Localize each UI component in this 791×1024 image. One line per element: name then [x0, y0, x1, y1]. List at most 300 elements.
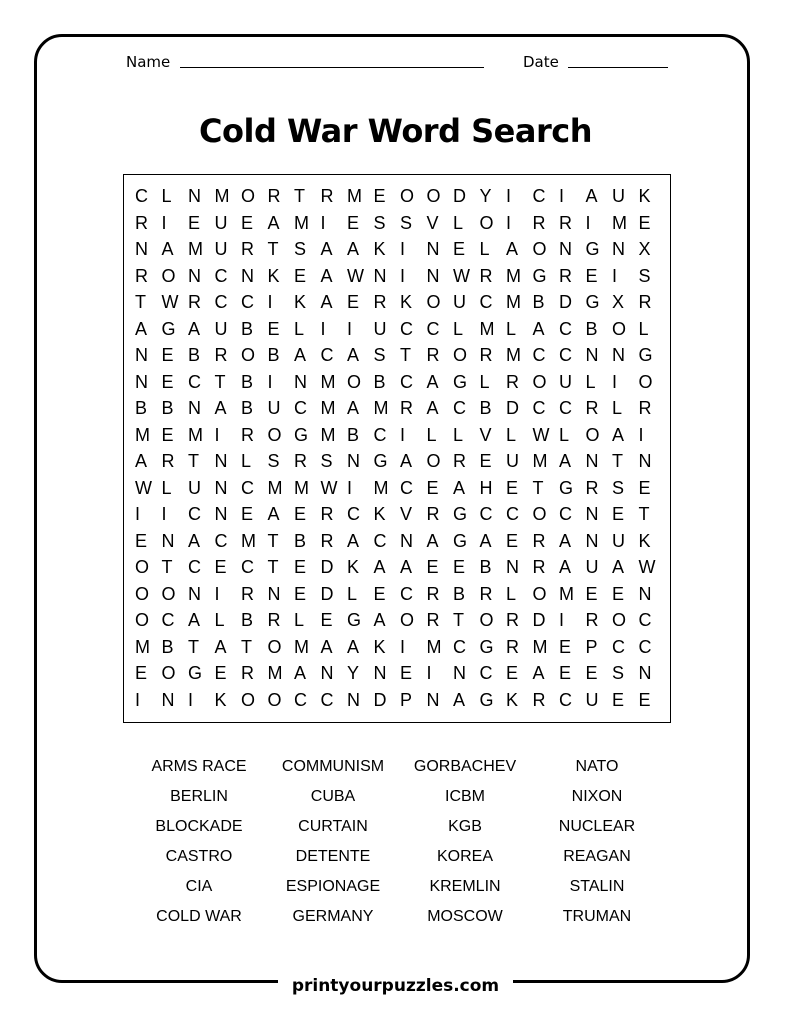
grid-letter: M — [294, 477, 309, 498]
grid-letter: G — [585, 292, 600, 312]
grid-letter: O — [453, 345, 468, 365]
grid-letter: M — [373, 477, 389, 498]
grid-letter: R — [559, 265, 572, 286]
grid-letter: A — [135, 451, 148, 471]
grid-letter: N — [612, 345, 625, 365]
grid-letter: U — [453, 292, 466, 312]
grid-letter: O — [479, 212, 494, 233]
grid-letter: O — [532, 504, 547, 524]
grid-letter: E — [612, 689, 625, 710]
name-label: Name — [126, 53, 171, 71]
grid-letter: C — [400, 477, 413, 498]
grid-letter: U — [506, 451, 519, 471]
grid-letter: C — [188, 504, 201, 524]
grid-letter: I — [638, 424, 644, 445]
grid-letter: A — [585, 186, 598, 206]
grid-letter: W — [135, 477, 152, 498]
grid-letter: E — [506, 530, 519, 551]
grid-letter: L — [612, 398, 623, 418]
grid-letter: O — [241, 345, 256, 365]
grid-letter: M — [188, 239, 203, 259]
grid-letter: B — [188, 345, 201, 365]
grid-letter: O — [347, 371, 362, 392]
grid-letter: C — [294, 398, 307, 418]
grid-letter: P — [400, 689, 413, 710]
grid-letter: A — [373, 610, 386, 630]
grid-letter: H — [479, 477, 493, 498]
grid-letter: R — [506, 371, 519, 392]
grid-letter: C — [373, 530, 387, 551]
word-list-item: REAGAN — [563, 848, 631, 865]
grid-letter: U — [585, 689, 599, 710]
grid-letter: R — [241, 239, 254, 259]
grid-letter: D — [453, 186, 466, 206]
grid-letter: R — [426, 610, 440, 630]
grid-letter: B — [241, 318, 254, 339]
grid-letter: M — [532, 451, 548, 471]
grid-letter: O — [267, 636, 282, 657]
grid-letter: N — [426, 265, 440, 286]
grid-letter: O — [161, 265, 176, 286]
grid-letter: M — [135, 636, 150, 657]
grid-letter: T — [267, 239, 279, 259]
grid-letter: E — [214, 663, 227, 683]
grid-letter: L — [585, 371, 596, 392]
grid-letter: R — [426, 504, 440, 524]
word-list-item: TRUMAN — [562, 908, 632, 925]
grid-letter: K — [400, 292, 413, 312]
grid-letter: E — [612, 583, 625, 604]
grid-letter: D — [320, 557, 334, 577]
grid-letter: E — [188, 212, 201, 233]
grid-letter: O — [612, 318, 627, 339]
grid-letter: R — [532, 212, 546, 233]
grid-letter: M — [506, 292, 521, 312]
grid-letter: A — [479, 530, 492, 551]
grid-letter: I — [161, 212, 167, 233]
grid-letter: G — [294, 424, 309, 445]
grid-letter: C — [320, 345, 334, 365]
grid-letter: O — [612, 610, 627, 630]
word-list-item: ARMS RACE — [151, 758, 247, 775]
grid-letter: R — [506, 610, 519, 630]
grid-letter: D — [559, 292, 572, 312]
grid-letter: R — [373, 292, 387, 312]
grid-letter: G — [532, 265, 547, 286]
word-list-item: COLD WAR — [156, 908, 242, 925]
word-list-item: GORBACHEV — [413, 758, 517, 775]
word-list-item: KGB — [448, 818, 482, 835]
grid-letter: L — [347, 583, 358, 604]
date-label: Date — [523, 53, 559, 71]
word-list-item: NIXON — [571, 788, 623, 805]
grid-letter: W — [347, 265, 364, 286]
grid-letter: W — [638, 557, 656, 577]
grid-letter: R — [585, 477, 599, 498]
grid-letter: C — [400, 583, 413, 604]
grid-letter: E — [347, 212, 360, 233]
grid-letter: E — [214, 557, 227, 577]
grid-letter: A — [294, 345, 307, 365]
grid-letter: R — [532, 530, 546, 551]
grid-letter: K — [373, 636, 386, 657]
grid-letter: R — [453, 451, 466, 471]
grid-letter: C — [638, 610, 652, 630]
grid-letter: A — [294, 663, 307, 683]
grid-letter: A — [320, 239, 333, 259]
grid-letter: K — [267, 265, 280, 286]
grid-letter: N — [585, 530, 599, 551]
grid-letter: O — [135, 557, 150, 577]
grid-letter: N — [585, 504, 599, 524]
grid-letter: A — [267, 504, 280, 524]
grid-letter: L — [214, 610, 225, 630]
word-list-item: NUCLEAR — [558, 818, 636, 835]
grid-letter: C — [135, 186, 148, 206]
date-line — [568, 67, 668, 68]
grid-letter: G — [188, 663, 203, 683]
grid-letter: U — [214, 318, 228, 339]
grid-letter: R — [135, 265, 148, 286]
grid-letter: U — [214, 212, 228, 233]
word-list-item: NATO — [575, 758, 619, 775]
grid-letter: E — [638, 689, 651, 710]
grid-letter: C — [453, 636, 466, 657]
grid-letter: N — [135, 371, 148, 392]
grid-letter: R — [559, 212, 572, 233]
grid-letter: B — [267, 345, 280, 365]
grid-letter: R — [506, 636, 519, 657]
grid-letter: L — [294, 318, 305, 339]
grid-letter: N — [320, 663, 334, 683]
grid-letter: E — [453, 557, 466, 577]
grid-letter: N — [638, 583, 652, 604]
grid-letter: O — [241, 689, 256, 710]
grid-letter: A — [532, 318, 545, 339]
grid-letter: U — [188, 477, 201, 498]
grid-letter: E — [638, 477, 651, 498]
grid-letter: C — [188, 371, 201, 392]
grid-letter: I — [400, 424, 406, 445]
grid-letter: T — [400, 345, 411, 365]
grid-letter: O — [161, 663, 176, 683]
grid-letter: B — [479, 398, 492, 418]
grid-letter: S — [373, 212, 386, 233]
letter-grid — [135, 186, 665, 716]
word-list-item: CASTRO — [165, 848, 233, 865]
grid-letter: R — [400, 398, 413, 418]
grid-letter: O — [426, 186, 441, 206]
grid-letter: T — [135, 292, 146, 312]
grid-letter: B — [479, 557, 492, 577]
word-list-item: BLOCKADE — [155, 818, 243, 835]
grid-letter: E — [294, 265, 307, 286]
grid-letter: E — [241, 212, 254, 233]
grid-letter: O — [161, 583, 176, 604]
grid-letter: G — [373, 451, 388, 471]
grid-letter: R — [241, 424, 254, 445]
word-list-item: CIA — [185, 878, 213, 895]
grid-letter: O — [241, 186, 256, 206]
grid-letter: A — [453, 477, 466, 498]
grid-letter: D — [373, 689, 387, 710]
grid-letter: N — [585, 345, 599, 365]
grid-letter: G — [559, 477, 574, 498]
grid-letter: K — [373, 504, 386, 524]
word-list — [131, 758, 663, 938]
grid-letter: V — [479, 424, 492, 445]
grid-letter: M — [347, 186, 362, 206]
grid-letter: B — [294, 530, 307, 551]
grid-letter: O — [400, 610, 415, 630]
grid-letter: Y — [479, 186, 492, 206]
grid-letter: U — [373, 318, 387, 339]
grid-letter: R — [161, 451, 175, 471]
grid-letter: I — [400, 636, 406, 657]
grid-letter: A — [214, 636, 227, 657]
grid-letter: S — [373, 345, 386, 365]
grid-letter: N — [347, 689, 360, 710]
grid-letter: O — [426, 451, 441, 471]
grid-letter: M — [320, 424, 336, 445]
grid-letter: R — [294, 451, 307, 471]
grid-letter: N — [188, 265, 201, 286]
grid-letter: T — [267, 557, 279, 577]
grid-letter: G — [638, 345, 653, 365]
grid-letter: I — [612, 371, 618, 392]
grid-letter: K — [294, 292, 307, 312]
word-list-item: DETENTE — [295, 848, 371, 865]
grid-letter: C — [241, 292, 254, 312]
grid-letter: S — [267, 451, 280, 471]
grid-letter: E — [161, 424, 174, 445]
grid-letter: A — [532, 663, 545, 683]
grid-letter: R — [532, 557, 546, 577]
grid-letter: C — [161, 610, 175, 630]
grid-letter: T — [241, 636, 252, 657]
grid-letter: N — [559, 239, 572, 259]
word-list-item: GERMANY — [292, 908, 374, 925]
word-list-item: STALIN — [569, 878, 625, 895]
grid-letter: A — [612, 557, 625, 577]
grid-letter: E — [400, 663, 413, 683]
word-list-item: BERLIN — [170, 788, 228, 805]
grid-letter: L — [161, 477, 172, 498]
grid-letter: A — [214, 398, 227, 418]
grid-letter: R — [267, 610, 281, 630]
grid-letter: C — [638, 636, 652, 657]
grid-letter: O — [532, 583, 547, 604]
grid-letter: B — [161, 398, 174, 418]
grid-letter: N — [373, 265, 387, 286]
grid-letter: C — [532, 345, 546, 365]
grid-letter: I — [267, 371, 273, 392]
grid-letter: B — [161, 636, 174, 657]
grid-letter: C — [479, 292, 493, 312]
grid-letter: M — [532, 636, 548, 657]
word-list-item: CURTAIN — [298, 818, 368, 835]
grid-letter: I — [559, 610, 565, 630]
grid-letter: L — [241, 451, 252, 471]
grid-letter: N — [188, 398, 201, 418]
grid-letter: A — [347, 345, 360, 365]
grid-letter: O — [638, 371, 653, 392]
grid-letter: E — [559, 663, 572, 683]
grid-letter: S — [612, 477, 625, 498]
grid-letter: E — [453, 239, 466, 259]
grid-letter: G — [453, 530, 468, 551]
grid-letter: R — [479, 583, 493, 604]
grid-letter: C — [188, 557, 201, 577]
grid-letter: O — [135, 583, 150, 604]
grid-letter: M — [479, 318, 495, 339]
grid-letter: M — [241, 530, 256, 551]
grid-letter: I — [400, 239, 406, 259]
grid-letter: B — [241, 398, 254, 418]
grid-letter: A — [347, 239, 360, 259]
grid-letter: C — [320, 689, 334, 710]
grid-letter: I — [585, 212, 591, 233]
grid-letter: A — [400, 557, 413, 577]
grid-letter: R — [638, 292, 652, 312]
grid-letter: T — [612, 451, 623, 471]
grid-letter: K — [347, 557, 360, 577]
grid-letter: E — [585, 583, 598, 604]
grid-letter: B — [241, 371, 254, 392]
grid-letter: C — [532, 186, 546, 206]
grid-letter: L — [453, 424, 464, 445]
grid-letter: N — [400, 530, 413, 551]
grid-letter: M — [188, 424, 203, 445]
grid-letter: M — [320, 398, 336, 418]
grid-letter: C — [559, 689, 572, 710]
grid-letter: I — [559, 186, 565, 206]
grid-letter: T — [161, 557, 173, 577]
grid-letter: X — [612, 292, 625, 312]
grid-letter: M — [559, 583, 574, 604]
grid-letter: E — [585, 265, 598, 286]
grid-letter: T — [267, 530, 279, 551]
grid-letter: G — [585, 239, 600, 259]
grid-letter: B — [585, 318, 598, 339]
grid-letter: S — [638, 265, 651, 286]
grid-letter: O — [267, 689, 282, 710]
footer — [0, 976, 791, 996]
grid-letter: A — [320, 265, 333, 286]
grid-letter: K — [638, 186, 651, 206]
grid-letter: E — [294, 583, 307, 604]
grid-letter: N — [161, 530, 175, 551]
word-list-item: KOREA — [436, 848, 493, 865]
grid-letter: C — [453, 398, 466, 418]
grid-letter: C — [479, 663, 493, 683]
grid-letter: A — [347, 636, 360, 657]
grid-letter: N — [214, 451, 228, 471]
grid-letter: I — [267, 292, 273, 312]
grid-letter: A — [320, 292, 333, 312]
grid-letter: C — [479, 504, 493, 524]
grid-letter: N — [241, 265, 254, 286]
grid-letter: N — [161, 689, 175, 710]
grid-letter: A — [188, 610, 201, 630]
grid-letter: A — [559, 451, 572, 471]
grid-letter: P — [585, 636, 598, 657]
grid-letter: E — [241, 504, 254, 524]
grid-letter: A — [188, 530, 201, 551]
word-list-item: COMMUNISM — [281, 758, 385, 775]
grid-letter: M — [267, 477, 283, 498]
grid-letter: C — [559, 398, 572, 418]
grid-letter: L — [479, 371, 490, 392]
grid-letter: T — [188, 451, 199, 471]
grid-letter: U — [267, 398, 281, 418]
word-list-item: ESPIONAGE — [285, 878, 381, 895]
grid-letter: C — [241, 557, 254, 577]
grid-letter: B — [347, 424, 360, 445]
grid-letter: U — [612, 530, 625, 551]
grid-letter: S — [294, 239, 307, 259]
grid-letter: U — [214, 239, 228, 259]
grid-letter: B — [453, 583, 466, 604]
grid-letter: W — [320, 477, 338, 498]
grid-letter: D — [320, 583, 334, 604]
grid-letter: N — [638, 451, 652, 471]
grid-letter: E — [294, 557, 307, 577]
grid-letter: E — [373, 186, 386, 206]
grid-letter: I — [347, 318, 353, 339]
grid-letter: K — [214, 689, 227, 710]
grid-letter: N — [214, 504, 228, 524]
grid-letter: O — [532, 239, 547, 259]
grid-letter: N — [188, 186, 201, 206]
grid-letter: O — [585, 424, 600, 445]
grid-letter: A — [347, 398, 360, 418]
grid-letter: E — [161, 345, 174, 365]
grid-letter: E — [347, 292, 360, 312]
grid-letter: R — [532, 689, 546, 710]
grid-letter: K — [506, 689, 519, 710]
grid-letter: V — [426, 212, 439, 233]
grid-letter: A — [267, 212, 280, 233]
grid-letter: N — [453, 663, 466, 683]
grid-letter: C — [373, 424, 387, 445]
grid-letter: G — [161, 318, 176, 339]
grid-letter: I — [400, 265, 406, 286]
grid-letter: B — [135, 398, 148, 418]
grid-letter: E — [638, 212, 651, 233]
grid-letter: L — [479, 239, 490, 259]
grid-letter: G — [479, 636, 494, 657]
grid-letter: M — [135, 424, 150, 445]
grid-letter: N — [294, 371, 307, 392]
grid-letter: A — [347, 530, 360, 551]
grid-letter: A — [426, 398, 439, 418]
grid-letter: T — [188, 636, 199, 657]
grid-letter: V — [400, 504, 413, 524]
grid-letter: R — [426, 345, 440, 365]
grid-letter: B — [532, 292, 545, 312]
grid-letter: G — [453, 371, 468, 392]
grid-letter: C — [347, 504, 360, 524]
grid-letter: M — [612, 212, 627, 233]
grid-letter: R — [267, 186, 281, 206]
grid-letter: A — [161, 239, 174, 259]
grid-letter: M — [506, 345, 521, 365]
grid-letter: U — [585, 557, 599, 577]
grid-letter: S — [612, 663, 625, 683]
grid-letter: E — [426, 477, 439, 498]
grid-letter: R — [320, 530, 334, 551]
